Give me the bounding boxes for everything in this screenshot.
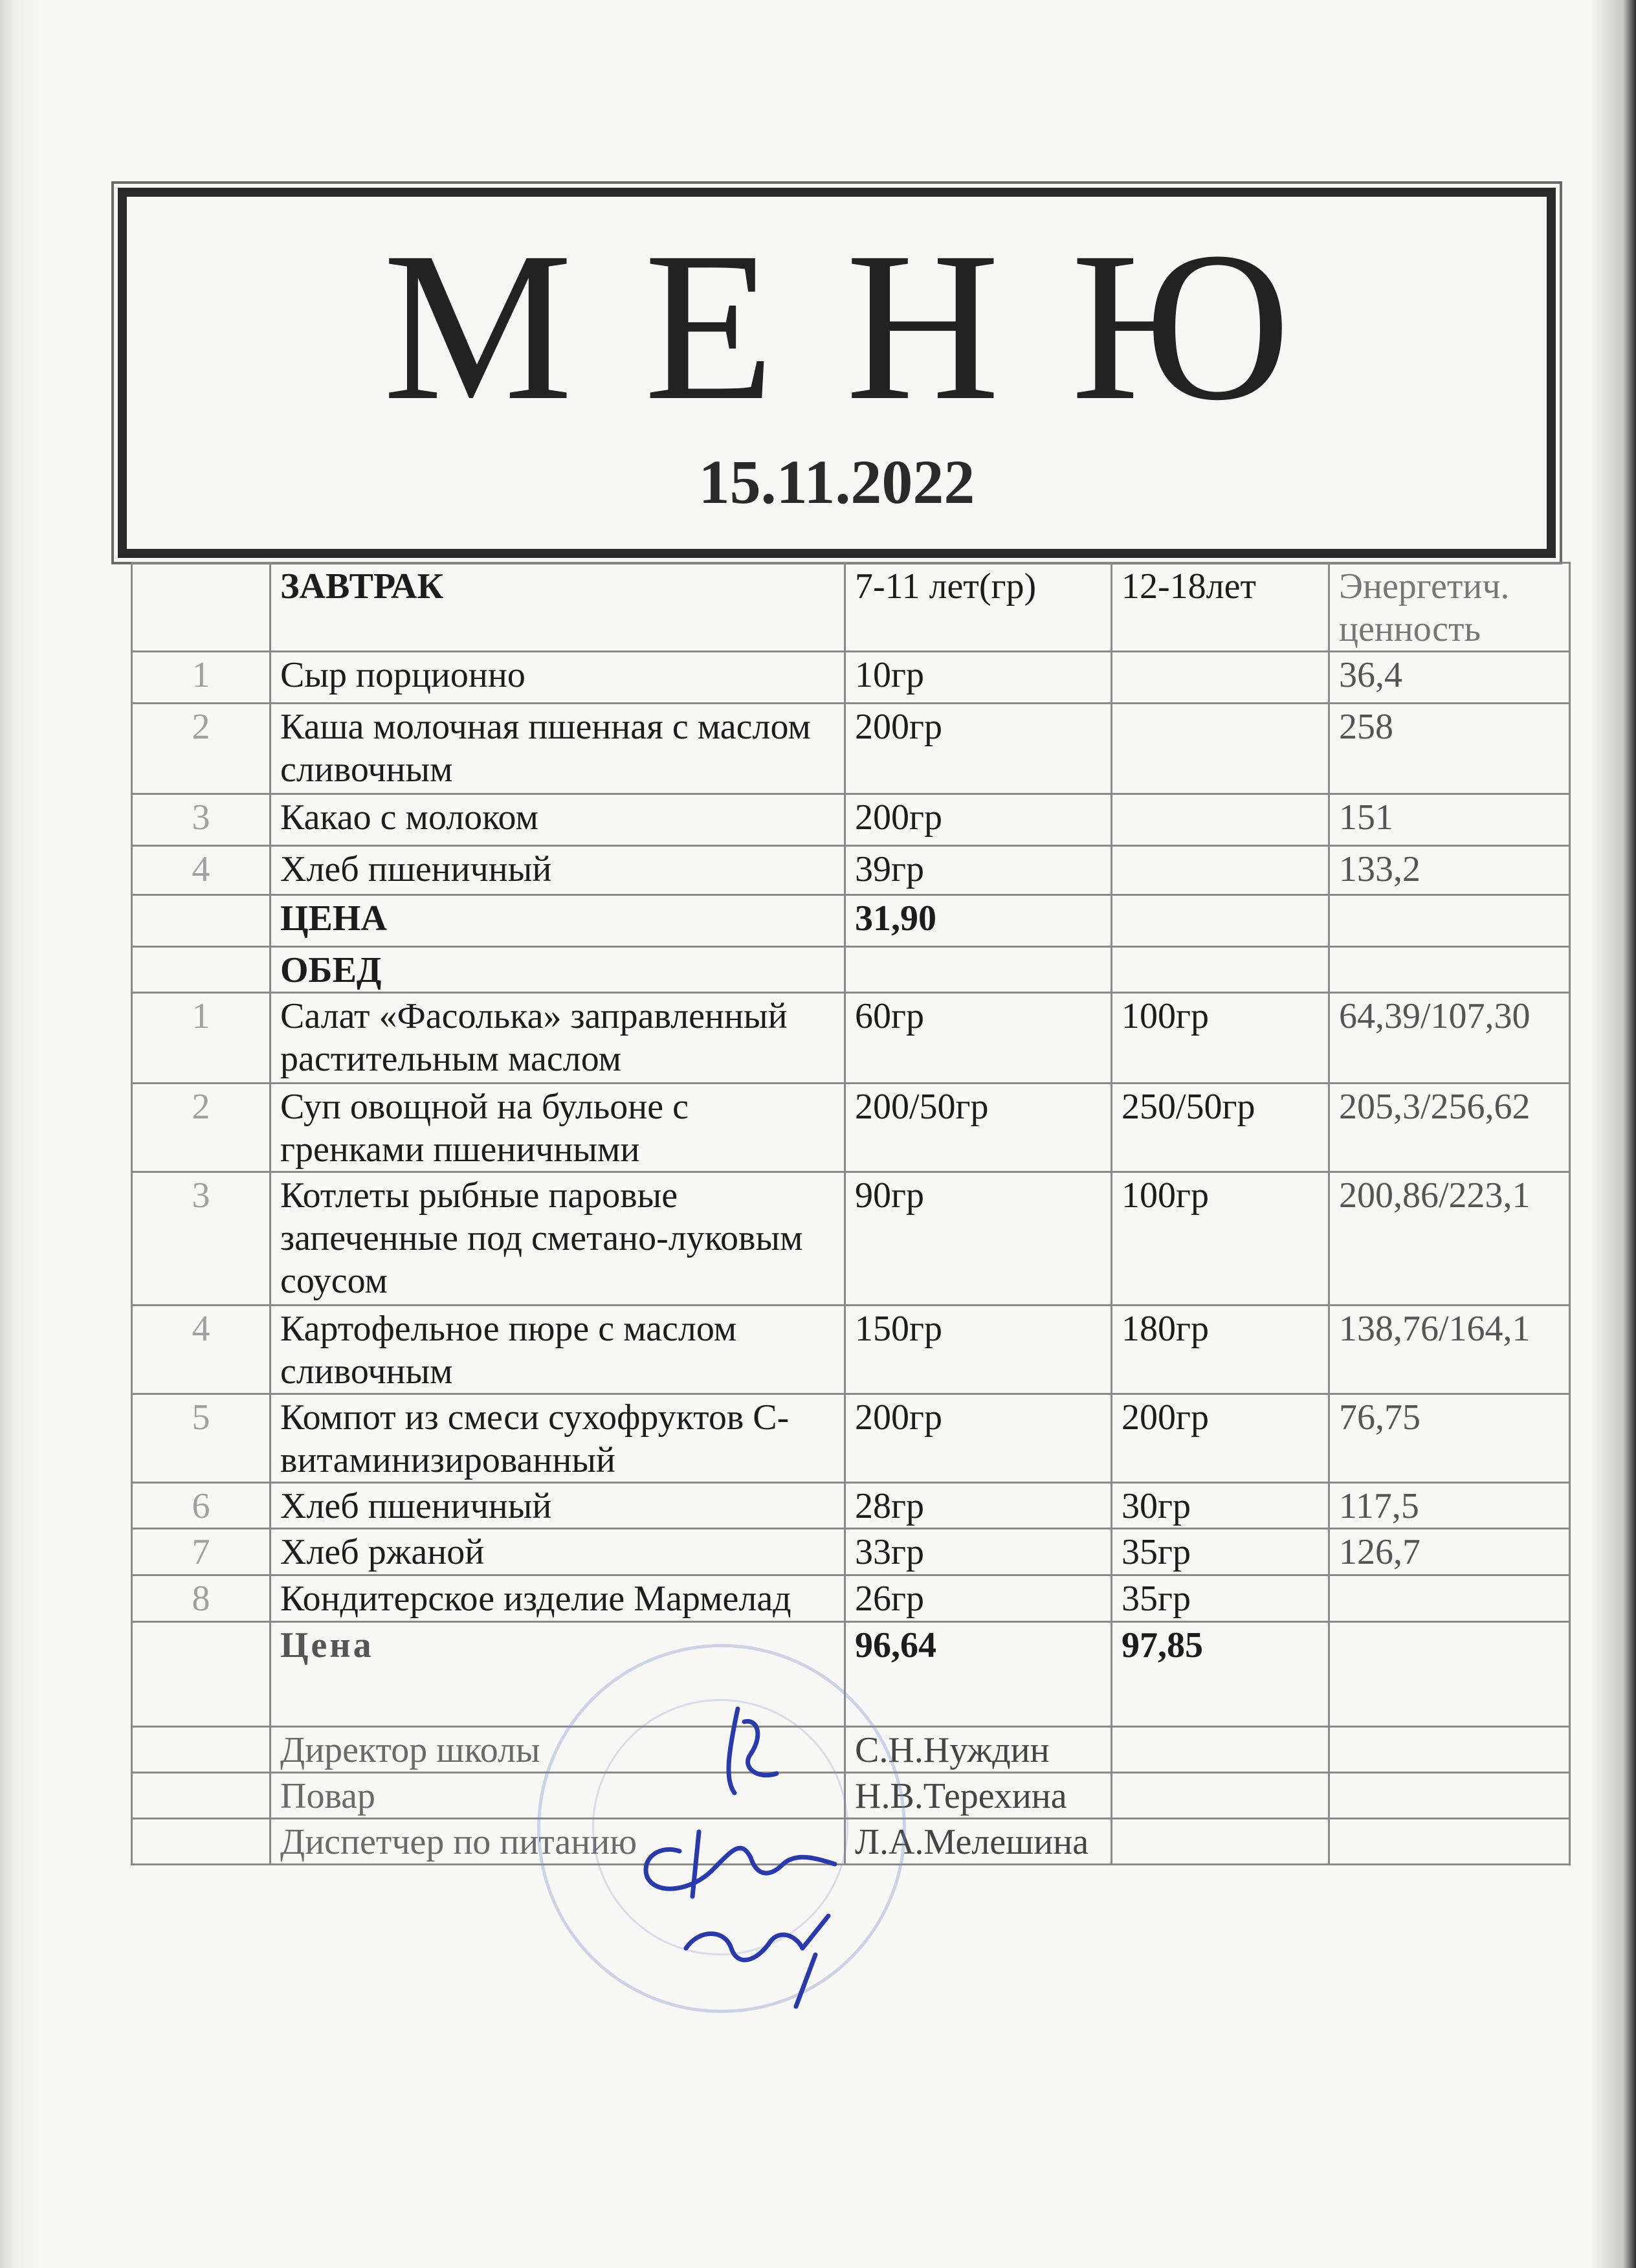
energy-value: 133,2: [1329, 846, 1570, 895]
breakfast-price-label: ЦЕНА: [271, 895, 845, 947]
empty-cell: [1329, 1622, 1570, 1727]
signature-role: Диспетчер по питанию: [271, 1819, 845, 1865]
page-title: МЕНЮ: [382, 208, 1362, 445]
empty-cell: [132, 947, 271, 993]
dish-name: Какао с молоком: [271, 794, 845, 846]
dish-name: Салат «Фасолька» заправленный растительным маслом: [271, 993, 845, 1084]
table-row: [132, 1172, 1570, 1306]
lunch-price-label: Цена: [271, 1622, 845, 1727]
table-row: [132, 846, 1570, 895]
dish-name: Хлеб ржаной: [271, 1529, 845, 1575]
energy-value: 138,76/164,1: [1329, 1306, 1570, 1394]
table-row: [132, 794, 1570, 846]
lunch-header: ОБЕД: [271, 947, 845, 993]
lunch-price-row: [132, 1622, 1570, 1727]
energy-value: [1329, 1575, 1570, 1622]
portion-7-11: 150гр: [845, 1306, 1112, 1394]
signature-row: [132, 1819, 1570, 1865]
portion-7-11: 200гр: [845, 1394, 1112, 1483]
row-num: 7: [132, 1529, 271, 1575]
table-row: [132, 652, 1570, 704]
dish-name: Хлеб пшеничный: [271, 1483, 845, 1529]
dish-name: Компот из смеси сухофруктов С-витаминизированный: [271, 1394, 845, 1483]
energy-value: 126,7: [1329, 1529, 1570, 1575]
row-num: 4: [132, 1306, 271, 1394]
table-row: [132, 1306, 1570, 1394]
row-num: 1: [132, 652, 271, 704]
signature-name: Л.А.Мелешина: [845, 1819, 1112, 1865]
portion-7-11: 39гр: [845, 846, 1112, 895]
portion-7-11: 90гр: [845, 1172, 1112, 1306]
empty-cell: [1329, 895, 1570, 947]
table-row: [132, 1529, 1570, 1575]
breakfast-price-row: [132, 895, 1570, 947]
lunch-header-row: [132, 947, 1570, 993]
row-num: 2: [132, 1084, 271, 1172]
empty-cell: [845, 947, 1112, 993]
empty-cell: [1112, 1773, 1329, 1819]
energy-value: 36,4: [1329, 652, 1570, 704]
row-num: 3: [132, 1172, 271, 1306]
dish-name: Кондитерское изделие Мармелад: [271, 1575, 845, 1622]
empty-cell: [132, 1622, 271, 1727]
menu-date: 15.11.2022: [698, 447, 975, 517]
portion-7-11: 33гр: [845, 1529, 1112, 1575]
breakfast-header: ЗАВТРАК: [271, 563, 845, 652]
table-row: [132, 1394, 1570, 1483]
energy-value: 205,3/256,62: [1329, 1084, 1570, 1172]
empty-cell: [1329, 947, 1570, 993]
energy-header: Энергетич. ценность: [1329, 563, 1570, 652]
portion-7-11: 200/50гр: [845, 1084, 1112, 1172]
row-num: 3: [132, 794, 271, 846]
table-row: [132, 993, 1570, 1084]
scan-edge-right: [1591, 0, 1636, 2268]
empty-cell: [132, 1727, 271, 1773]
portion-12-18: [1112, 794, 1329, 846]
portion-12-18: 35гр: [1112, 1575, 1329, 1622]
table-row: [132, 704, 1570, 794]
portion-12-18: 180гр: [1112, 1306, 1329, 1394]
portion-7-11: 200гр: [845, 704, 1112, 794]
portion-12-18: 35гр: [1112, 1529, 1329, 1575]
empty-cell: [1329, 1727, 1570, 1773]
energy-value: 64,39/107,30: [1329, 993, 1570, 1084]
row-num: 2: [132, 704, 271, 794]
row-num: 1: [132, 993, 271, 1084]
portion-12-18: [1112, 846, 1329, 895]
energy-value: 258: [1329, 704, 1570, 794]
dish-name: Хлеб пшеничный: [271, 846, 845, 895]
row-num: 8: [132, 1575, 271, 1622]
empty-cell: [1112, 1727, 1329, 1773]
dish-name: Сыр порционно: [271, 652, 845, 704]
energy-value: 200,86/223,1: [1329, 1172, 1570, 1306]
menu-table: [131, 562, 1571, 1865]
portion-12-18: 30гр: [1112, 1483, 1329, 1529]
portion-12-18: 200гр: [1112, 1394, 1329, 1483]
title-box: [118, 188, 1556, 558]
dish-name: Каша молочная пшенная с маслом сливочным: [271, 704, 845, 794]
age-7-11-header: 7-11 лет(гр): [845, 563, 1112, 652]
signature-name: С.Н.Нуждин: [845, 1727, 1112, 1773]
signature-role: Повар: [271, 1773, 845, 1819]
dish-name: Суп овощной на бульоне с гренками пшеничными: [271, 1084, 845, 1172]
portion-7-11: 26гр: [845, 1575, 1112, 1622]
row-num: 6: [132, 1483, 271, 1529]
scan-edge-left: [0, 0, 39, 2268]
table-row: [132, 1483, 1570, 1529]
signature-name: Н.В.Терехина: [845, 1773, 1112, 1819]
header-num-cell: [132, 563, 271, 652]
portion-7-11: 60гр: [845, 993, 1112, 1084]
empty-cell: [1329, 1819, 1570, 1865]
empty-cell: [132, 1819, 271, 1865]
energy-value: 151: [1329, 794, 1570, 846]
signature-row: [132, 1727, 1570, 1773]
portion-7-11: 28гр: [845, 1483, 1112, 1529]
energy-value: 76,75: [1329, 1394, 1570, 1483]
empty-cell: [1112, 895, 1329, 947]
empty-cell: [1112, 1819, 1329, 1865]
lunch-price-12-18: 97,85: [1112, 1622, 1329, 1727]
portion-7-11: 10гр: [845, 652, 1112, 704]
row-num: 5: [132, 1394, 271, 1483]
portion-12-18: [1112, 704, 1329, 794]
table-header-row: [132, 563, 1570, 652]
age-12-18-header: 12-18лет: [1112, 563, 1329, 652]
table-row: [132, 1084, 1570, 1172]
empty-cell: [132, 1773, 271, 1819]
portion-12-18: [1112, 652, 1329, 704]
portion-12-18: 250/50гр: [1112, 1084, 1329, 1172]
dish-name: Картофельное пюре с маслом сливочным: [271, 1306, 845, 1394]
portion-12-18: 100гр: [1112, 993, 1329, 1084]
dish-name: Котлеты рыбные паровые запеченные под сметано-луковым соусом: [271, 1172, 845, 1306]
energy-value: 117,5: [1329, 1483, 1570, 1529]
portion-7-11: 200гр: [845, 794, 1112, 846]
portion-12-18: 100гр: [1112, 1172, 1329, 1306]
breakfast-price: 31,90: [845, 895, 1112, 947]
table-row: [132, 1575, 1570, 1622]
empty-cell: [1112, 947, 1329, 993]
row-num: 4: [132, 846, 271, 895]
empty-cell: [1329, 1773, 1570, 1819]
signature-role: Директор школы: [271, 1727, 845, 1773]
signature-row: [132, 1773, 1570, 1819]
empty-cell: [132, 895, 271, 947]
lunch-price-7-11: 96,64: [845, 1622, 1112, 1727]
